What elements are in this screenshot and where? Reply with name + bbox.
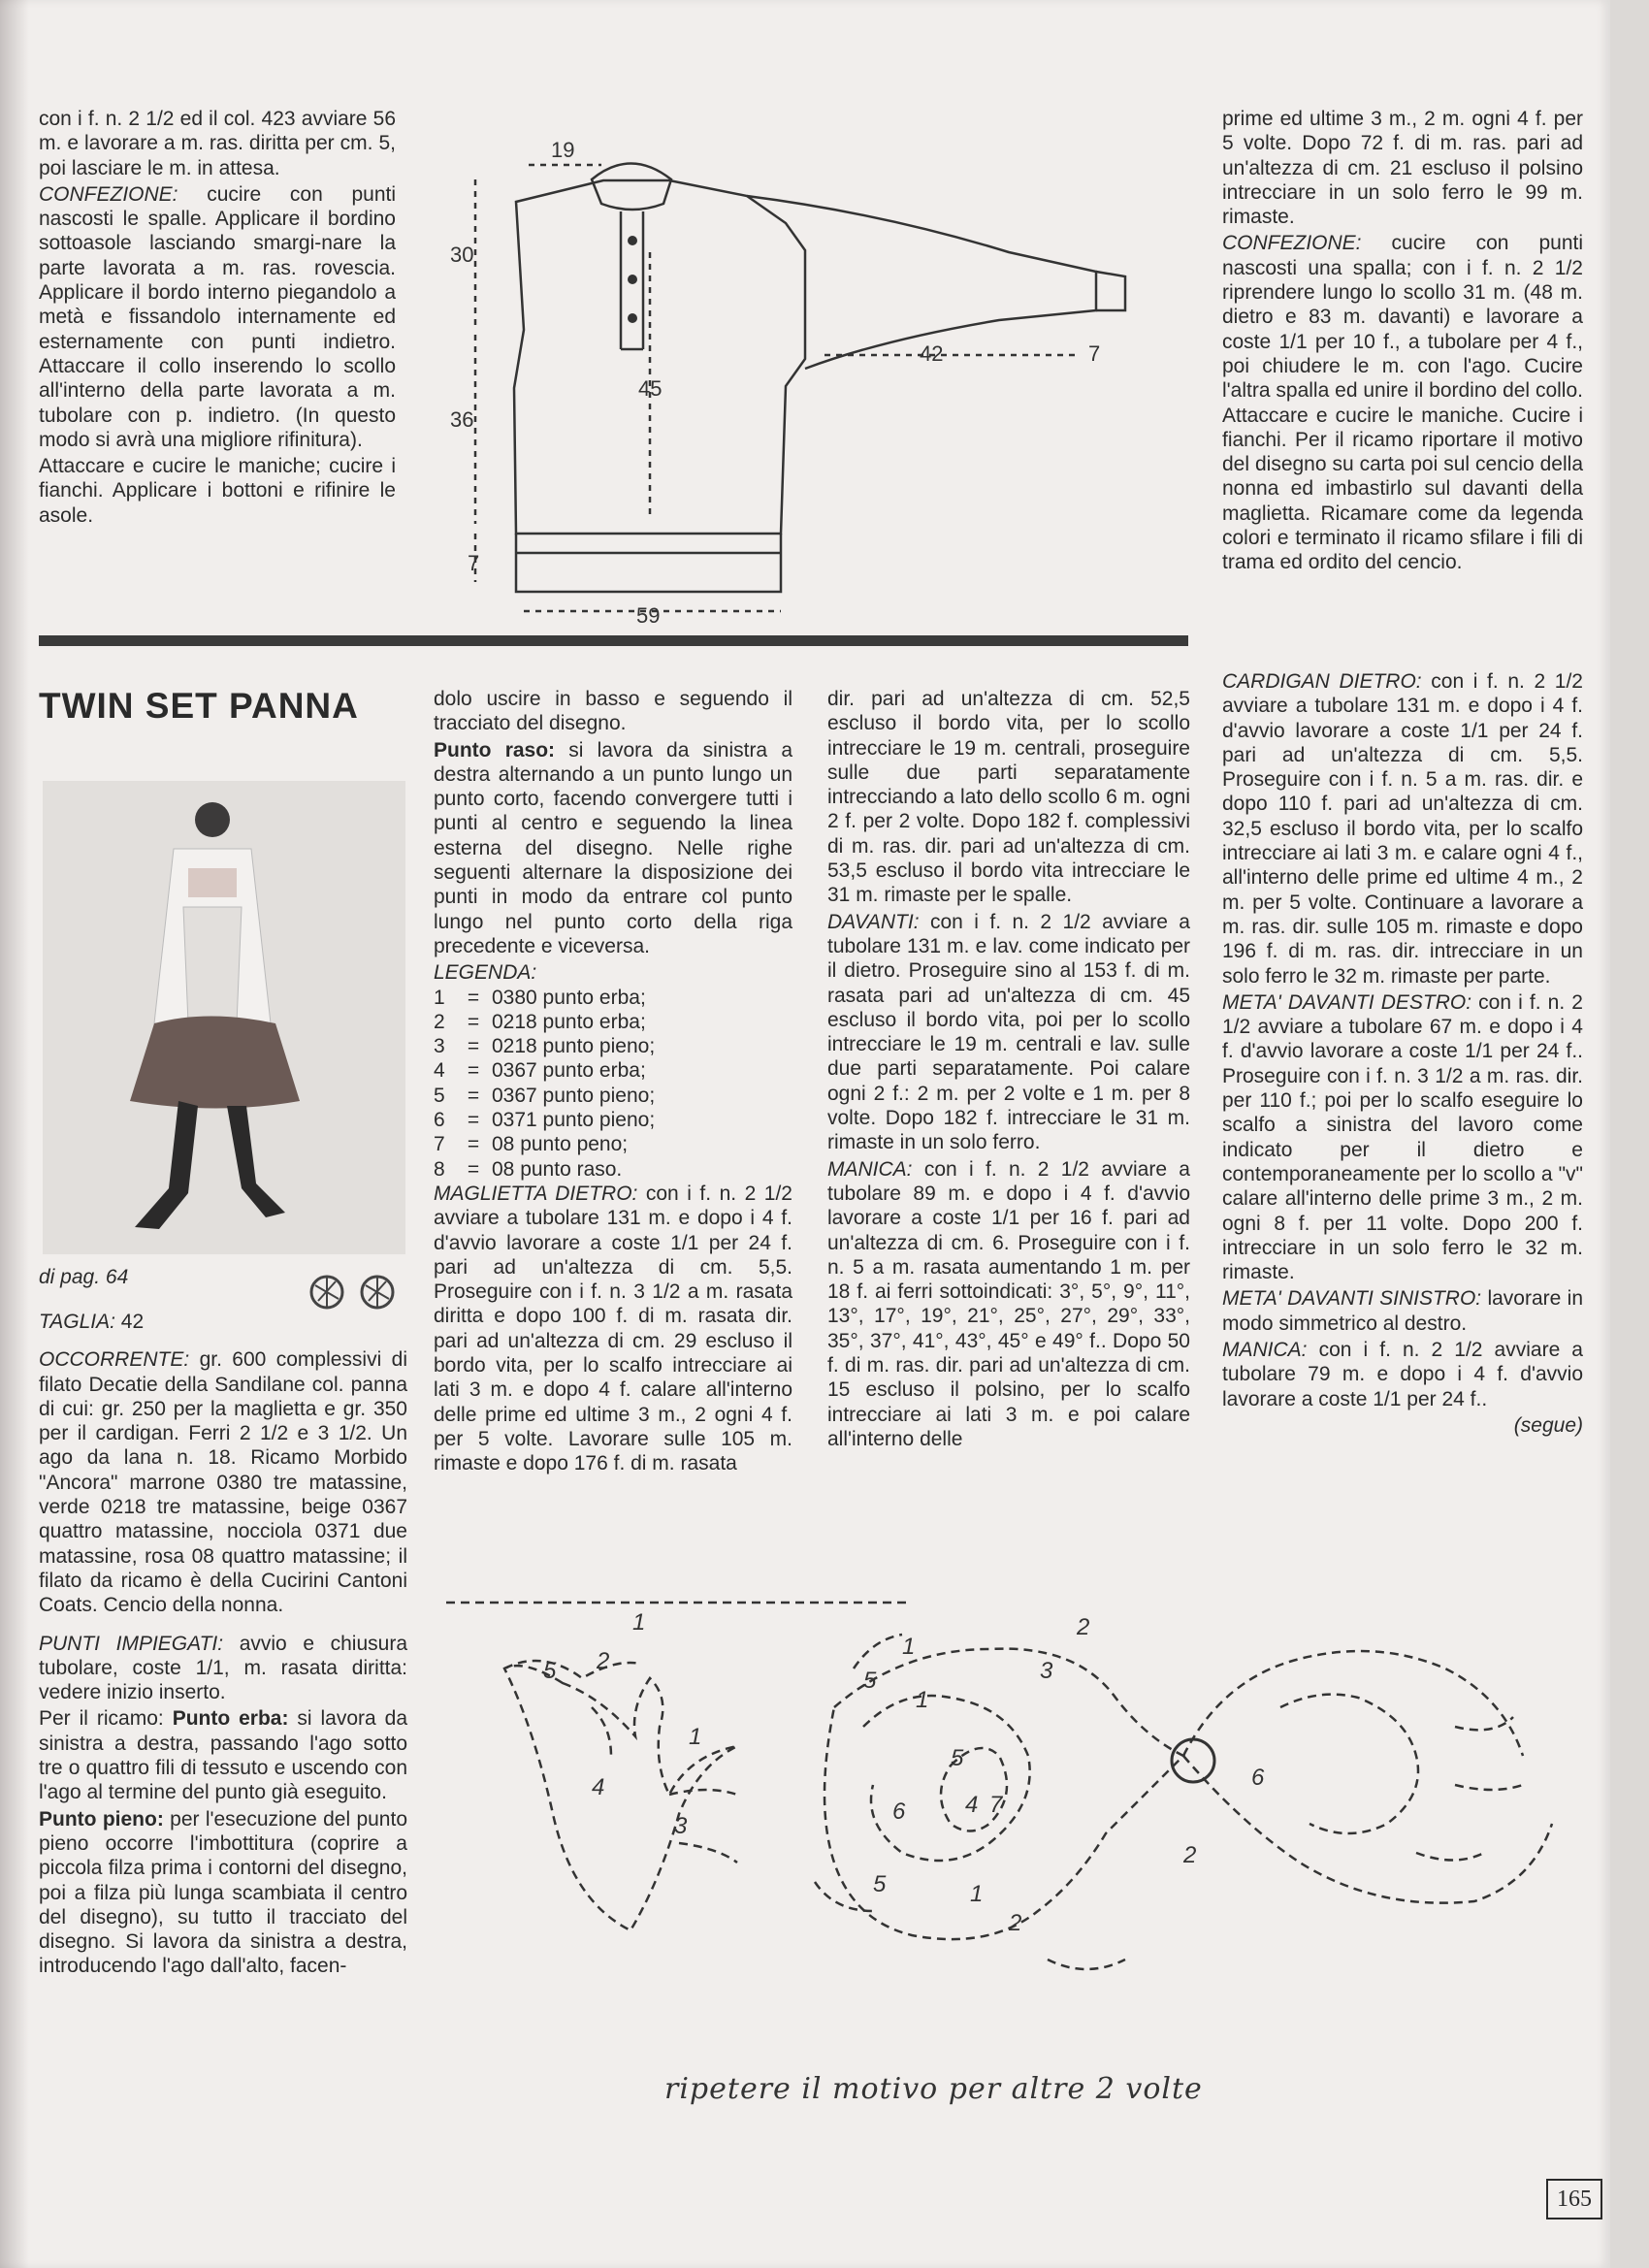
confezione-text: cucire con punti nascosti le spalle. Applicare il bordino sottoasole lasciando smargi-nare la parte lavorata a m. ras. rovescia. Applicare il bordo interno piegandolo a metà e fissandolo internamente ed esternamente con punti indietro. Attaccare il collo inserendo lo scollo all'interno della parte lavorata a m. tubolare con p. indietro. (In questo modo si avrà una migliore rifinitura). — [39, 182, 396, 451]
maglietta-paragraph — [434, 1182, 792, 1476]
dim-top: 19 — [551, 138, 575, 162]
button-icon — [628, 275, 637, 284]
dim-left-lower: 36 — [450, 407, 474, 432]
sinistro-paragraph — [1222, 1286, 1583, 1336]
svg-text:1: 1 — [689, 1724, 702, 1750]
erba-heading: Punto erba: — [172, 1707, 289, 1731]
waistband — [516, 534, 781, 592]
pieno-text: per l'esecuzione del punto pieno occorre l'imbottitura (coprire a piccola filza prima i contorni del disegno, poi a filza più lunga scambiata il centro del disegno), su tutto il tracciato del disegno. Si lavora da sinistra a destra, introducendo l'ago dall'alto, facen- — [39, 1807, 407, 1978]
manica-heading: MANICA: — [827, 1157, 913, 1181]
motif-note: ripetere il motivo per altre 2 volte — [664, 2072, 1203, 2106]
yarn-ball-icon — [308, 1274, 345, 1311]
maglietta-heading: MAGLIETTA DIETRO: — [434, 1182, 638, 1205]
destro-heading: META' DAVANTI DESTRO: — [1222, 990, 1472, 1014]
manica-text: con i f. n. 2 1/2 avviare a tubolare 89 m. e dopo i 4 f. d'avvio lavorare a coste 1/1 per 16 f. pari ad un'altezza di cm. 6. Proseguire con i f. n. 5 a m. rasata aumentando 1 m. per 18 f. ai ferri sottoindicati: 3°, 5°, 9°, 11°, 13°, 17°, 19°, 21°, 25°, 27°, 29°, 33°, 35°, 37°, 41°, 43°, 45° e 49° f.. Dopo 50 f. di m. ras. dir. pari ad un'altezza di cm. 15 escluso il polsino, per lo scalfo intrecciare ai lati 3 m. e poi calare all'interno delle — [827, 1157, 1190, 1450]
legenda-item: 8 = 08 punto raso. — [434, 1157, 623, 1181]
column-4 — [1222, 669, 1583, 1438]
column-3 — [827, 687, 1190, 1451]
svg-text:1: 1 — [902, 1634, 916, 1660]
confezione-heading: CONFEZIONE: — [39, 182, 178, 206]
raso-paragraph — [434, 738, 792, 959]
ricamo-intro: Per il ricamo: — [39, 1707, 173, 1731]
pieno-heading: Punto pieno: — [39, 1807, 164, 1831]
manica-paragraph — [827, 1157, 1190, 1452]
binding-shadow — [0, 0, 29, 2268]
text-cuff: con i f. n. 2 1/2 ed il col. 423 avviare 56 m. e lavorare a m. ras. diritta per cm. 5, poi lasciare le m. in attesa. — [39, 108, 396, 179]
confezione-right-paragraph — [1222, 231, 1583, 574]
body-outline — [514, 180, 805, 534]
manica-cardigan-paragraph — [1222, 1338, 1583, 1411]
col3-intro: dir. pari ad un'altezza di cm. 52,5 escluso il bordo vita, per lo scollo intrecciare le 19 m. centrali, proseguire sulle due parti separatamente intrecciando a lato dello scollo 6 m. ogni 2 f. per 2 volte. Dopo 182 f. complessivi di m. ras. dir. pari ad un'altezza di cm. 53,5 escluso il bordo vita intrecciare le 31 m. rimaste per le spalle. — [827, 688, 1190, 907]
dim-left-bottom: 7 — [468, 551, 480, 575]
svg-text:4: 4 — [965, 1792, 979, 1818]
col2-intro: dolo uscire in basso e seguendo il tracciato del disegno. — [434, 688, 792, 735]
legenda-item: 5 = 0367 punto pieno; — [434, 1084, 656, 1107]
legenda-item: 7 = 08 punto peno; — [434, 1133, 629, 1156]
manica-cardigan-text: con i f. n. 2 1/2 avviare a tubolare 79 m. e dopo i 4 f. d'avvio lavorare a coste 1/1 per 24 f.. — [1222, 1339, 1583, 1410]
occorrente-text: gr. 600 complessivi di filato Decatie della Sandilane col. panna di cui: gr. 250 per la maglietta e gr. 350 per il cardigan. Ferri 2 1/2 e 3 1/2. Un ago da lana n. 18. Ricamo Morbido "Ancora" marrone 0380 tre matassine, verde 0218 tre matassine, beige 0367 quattro matassine, nocciola 0371 due matassine, rosa 08 quattro matassine; il filato da ricamo è della Cucirini Cantoni Coats. Cencio della nonna. — [39, 1348, 407, 1617]
collar — [592, 164, 671, 211]
sinistro-heading: META' DAVANTI SINISTRO: — [1222, 1287, 1482, 1311]
occorrente-heading: OCCORRENTE: — [39, 1348, 190, 1372]
davanti-heading: DAVANTI: — [827, 910, 920, 933]
destro-text: con i f. n. 2 1/2 avviare a tubolare 67 m. e dopo i 4 f. d'avvio lavorare a coste 1/1 per 24 f.. Proseguire con i f. n. 3 1/2 a m. ras. dir. per 110 f.; poi per lo scalfo eseguire lo scalfo a sinistra del lavoro come indicato per il dietro e contemporaneamente per lo scollo a "v" calare all'interno delle prime 3 m., 2 m. ogni 8 f. per 11 volte. Dopo 200 f. intrecciare in un solo ferro le 32 m. rimaste. — [1222, 990, 1583, 1284]
legenda-item: 1 = 0380 punto erba; — [434, 986, 646, 1009]
manica-cardigan-heading: MANICA: — [1222, 1339, 1308, 1362]
svg-text:2: 2 — [1077, 1614, 1090, 1640]
svg-text:5: 5 — [873, 1871, 887, 1897]
taglia-value: 42 — [114, 1311, 145, 1333]
svg-text:5: 5 — [951, 1745, 964, 1771]
legenda-item: 2 = 0218 punto erba; — [434, 1010, 646, 1033]
svg-text:1: 1 — [632, 1609, 646, 1636]
svg-text:3: 3 — [1040, 1658, 1053, 1684]
raso-heading: Punto raso: — [434, 738, 556, 761]
model-figure — [43, 781, 405, 1254]
button-icon — [628, 236, 637, 245]
svg-text:6: 6 — [1251, 1765, 1265, 1791]
erba-text: si lavora da sinistra a destra, passando l'ago sotto tre o quattro fili di tessuto e uscendo con l'ago al termine del punto già eseguito. — [39, 1707, 408, 1804]
photo-caption: di pag. 64 — [39, 1266, 129, 1288]
legenda-heading: LEGENDA: — [434, 961, 537, 985]
davanti-paragraph — [827, 910, 1190, 1155]
sinistro-text: lavorare in modo simmetrico al destro. — [1222, 1287, 1583, 1335]
punti-heading: PUNTI IMPIEGATI: — [39, 1632, 224, 1655]
svg-text:2: 2 — [1009, 1910, 1022, 1936]
top-left-column — [39, 107, 396, 528]
page-number: 165 — [1546, 2179, 1602, 2219]
confezione-right-heading: CONFEZIONE: — [1222, 232, 1362, 255]
svg-text:2: 2 — [1183, 1842, 1197, 1868]
sleeve-cuff — [1096, 272, 1125, 310]
cardigan-paragraph — [1222, 669, 1583, 988]
svg-text:5: 5 — [543, 1658, 557, 1684]
svg-text:1: 1 — [916, 1687, 929, 1713]
column-1 — [39, 1310, 407, 1979]
legenda-list — [434, 986, 792, 1182]
top-right-column — [1222, 107, 1583, 575]
svg-text:7: 7 — [989, 1792, 1003, 1818]
destro-paragraph — [1222, 990, 1583, 1285]
dim-sleeve: 42 — [920, 341, 944, 366]
taglia-paragraph — [39, 1310, 407, 1334]
svg-text:3: 3 — [674, 1813, 688, 1839]
dim-center: 45 — [638, 376, 663, 401]
segue-note: (segue) — [1513, 1413, 1583, 1437]
page-title: TWIN SET PANNA — [39, 686, 359, 726]
dim-bottom: 59 — [636, 603, 661, 628]
yarn-ball-icon — [359, 1274, 396, 1311]
confezione-right-text: cucire con punti nascosti una spalla; con i f. n. 2 1/2 riprendere lungo lo scollo 31 m. (48 m. dietro e 83 m. davanti) e lavorare a coste 1/1 per 10 f., a tubolare per 4 f., poi chiudere le m. con l'ago. Cucire l'altra spalla ed unire il bordino del collo. Attaccare e cucire le maniche. Cucire i fianchi. Per il ricamo riportare il motivo del disegno su carta poi sul cencio della nonna ed imbastirlo sul davanti della maglietta. Ricamare come da legenda colori e terminato il ricamo sfilare i fili di trama ed ordito del cencio. — [1222, 232, 1583, 574]
pieno-paragraph — [39, 1807, 407, 1979]
cardigan-heading: CARDIGAN DIETRO: — [1222, 670, 1422, 693]
svg-text:6: 6 — [892, 1798, 906, 1825]
punti-paragraph — [39, 1632, 407, 1705]
maglietta-text: con i f. n. 2 1/2 avviare a tubolare 131 m. e dopo i 4 f. d'avvio lavorare a coste 1/1 per 24 f. pari ad un'altezza di cm. 5,5. Proseguire con i f. n. 3 1/2 a m. rasata diritta e dopo 100 f. di m. rasata dir. pari ad un'altezza di cm. 29 escluso il bordo vita, per lo scalfo intrecciare ai lati 3 m. e dopo 4 f. calare all'interno delle prime ed ultime 3 m., 2 ogni 4 f. per 5 volte. Lavorare sulle 105 m. rimaste e dopo 176 f. di m. rasata — [434, 1182, 792, 1475]
svg-text:4: 4 — [592, 1774, 605, 1800]
section-divider — [39, 635, 1188, 646]
sweater-schematic — [450, 136, 1154, 631]
button-icon — [628, 313, 637, 323]
sleeve-end-text: prime ed ultime 3 m., 2 m. ogni 4 f. per 5 volte. Dopo 72 f. di m. ras. pari ad un'altezza di cm. 21 escluso il polsino intrecciare in un solo ferro le 99 m. rimaste. — [1222, 108, 1583, 229]
confezione-paragraph — [39, 182, 396, 452]
legenda-item: 6 = 0371 punto pieno; — [434, 1109, 656, 1132]
column-2 — [434, 687, 792, 1476]
dim-cuff: 7 — [1088, 341, 1101, 366]
svg-text:1: 1 — [970, 1881, 984, 1907]
model-photo — [43, 781, 405, 1254]
erba-paragraph — [39, 1706, 407, 1804]
occorrente-paragraph — [39, 1347, 407, 1617]
svg-text:5: 5 — [863, 1668, 877, 1694]
left-leaf-motif — [504, 1666, 737, 1930]
davanti-text: con i f. n. 2 1/2 avviare a tubolare 131 m. e lav. come indicato per il dietro. Proseguire sino al 153 f. di m. rasata pari ad un'altezza di cm. 45 escluso il bordo vita, poi per lo scollo intrecciare le 19 m. centrali e lav. sulle due parti separatamente. Poi calare ogni 2 f.: 2 m. per 2 volte e 1 m. per 8 volte. Dopo 182 f. intrecciare le 31 m. rimaste in un solo ferro. — [827, 910, 1190, 1154]
text-finishing: Attaccare e cucire le maniche; cucire i fianchi. Applicare i bottoni e rifinire le asole. — [39, 455, 396, 527]
svg-text:2: 2 — [597, 1648, 610, 1674]
punti-text: avvio e chiusura tubolare, coste 1/1, m. rasata diritta: vedere inizio inserto. — [39, 1632, 407, 1704]
legenda-item: 4 = 0367 punto erba; — [434, 1059, 646, 1083]
cardigan-text: con i f. n. 2 1/2 avviare a tubolare 131 m. e dopo i 4 f. d'avvio lavorare a coste 1/1 per 24 f. pari ad un'altezza di cm. 5,5. Proseguire con i f. n. 5 a m. ras. dir. e dopo 110 f. pari ad un'altezza di cm. 32,5 escluso il bordo vita, per lo scalfo intrecciare ai lati 3 m. e calare ogni 4 f., all'interno delle prime ed ultime 4 m., 2 m. per 5 volte. Continuare a lavorare a m. ras. dir. sulle 105 m. rimaste e dopo 196 f. di m. ras. dir. intrecciare in un solo ferro le 32 m. rimaste per parte. — [1222, 670, 1583, 988]
raso-text: si lavora da sinistra a destra alternando a un punto lungo un punto corto, facendo convergere tutti i punti al centro e seguendo la linea esterna del disegno. Nelle righe seguenti alternare la disposizione dei punti in modo da entrare col punto lungo nel punto corto della riga precedente e viceversa. — [434, 738, 792, 957]
taglia-heading: TAGLIA: — [39, 1311, 115, 1333]
legenda-item: 3 = 0218 punto pieno; — [434, 1035, 656, 1058]
embroidery-motif — [446, 1591, 1600, 2076]
dim-left-upper: 30 — [450, 243, 474, 267]
